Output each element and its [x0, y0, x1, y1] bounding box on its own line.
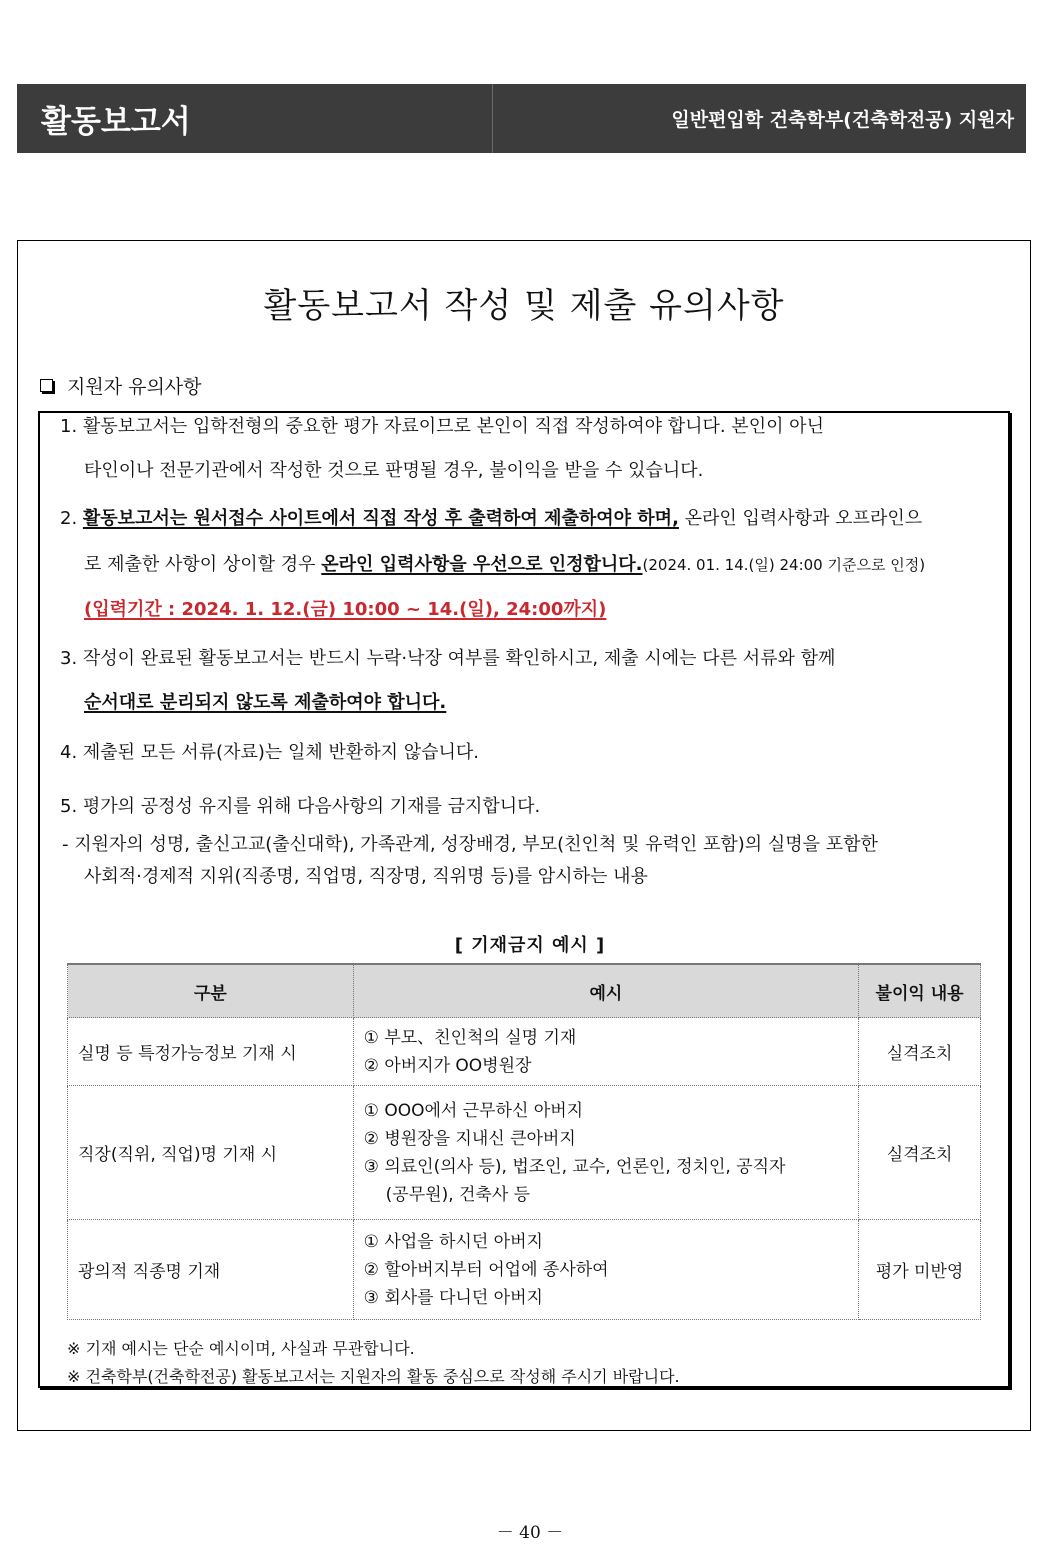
- example-item: ③ 의료인(의사 등), 법조인, 교수, 언론인, 정치인, 공직자: [363, 1156, 786, 1177]
- page-header: [17, 84, 1026, 153]
- item-2-line-2: [84, 556, 925, 574]
- item-2-emphasis: 활동보고서는 원서접수 사이트에서 직접 작성 후 출력하여 제출하여야 하며,: [82, 508, 679, 529]
- footnote-guidance: ※ 건축학부(건축학전공) 활동보고서는 지원자의 활동 중심으로 작성해 주시기 바랍니다.: [67, 1367, 680, 1386]
- row-examples: [353, 1018, 858, 1086]
- item-2-number: 2.: [60, 508, 83, 529]
- header-title: 활동보고서: [17, 84, 493, 153]
- item-5-detail-line-1: - 지원자의 성명, 출신고교(출신대학), 가족관계, 성장배경, 부모(친인척 및 유력인 포함)의 실명을 포함한: [62, 834, 878, 855]
- prohibited-examples-table: [67, 963, 981, 1320]
- footnote-disclaimer: ※ 기재 예시는 단순 예시이며, 사실과 무관합니다.: [67, 1339, 415, 1358]
- item-3-line-2: 순서대로 분리되지 않도록 제출하여야 합니다.: [84, 692, 447, 713]
- example-item: (공무원), 건축사 등: [385, 1184, 531, 1205]
- header-applicant-label: 일반편입학 건축학부(건축학전공) 지원자: [671, 109, 1014, 131]
- row-examples: [353, 1220, 858, 1320]
- section-title: 지원자 유의사항: [67, 376, 202, 398]
- item-2-line-2-emphasis: 온라인 입력사항을 우선으로 인정합니다.: [321, 554, 643, 575]
- row-penalty: 실격조치: [859, 1086, 981, 1220]
- table-row: [68, 1220, 981, 1320]
- page-number: － 40 －: [496, 1523, 564, 1543]
- input-period-notice: (입력기간 : 2024. 1. 12.(금) 10:00 ~ 14.(일), 24:00까지): [84, 599, 607, 620]
- example-item: ② 아버지가 OO병원장: [363, 1055, 532, 1076]
- example-item: ① 사업을 하시던 아버지: [363, 1231, 543, 1252]
- item-3-line-1: 3. 작성이 완료된 활동보고서는 반드시 누락·낙장 여부를 확인하시고, 제출 시에는 다른 서류와 함께: [60, 648, 836, 669]
- row-category: 실명 등 특정가능정보 기재 시: [68, 1018, 354, 1086]
- item-2-rest: 온라인 입력사항과 오프라인으: [678, 508, 923, 529]
- row-penalty: 평가 미반영: [859, 1220, 981, 1320]
- item-2-line-1: [60, 510, 922, 528]
- table-title: [ 기재금지 예시 ]: [454, 935, 606, 956]
- page-title: 활동보고서 작성 및 제출 유의사항: [263, 286, 785, 326]
- example-item: ③ 회사를 다니던 아버지: [363, 1287, 543, 1308]
- row-category: 직장(직위, 직업)명 기재 시: [68, 1086, 354, 1220]
- item-2-line-2-prefix: 로 제출한 사항이 상이할 경우: [84, 554, 322, 575]
- column-header-penalty: 불이익 내용: [859, 964, 981, 1018]
- example-item: ① OOO에서 근무하신 아버지: [363, 1100, 584, 1121]
- item-4: 4. 제출된 모든 서류(자료)는 일체 반환하지 않습니다.: [60, 742, 480, 763]
- item-2-deadline-note: (2024. 01. 14.(일) 24:00 기준으로 인정): [642, 556, 926, 574]
- example-item: ② 병원장을 지내신 큰아버지: [363, 1128, 576, 1149]
- example-item: ② 할아버지부터 어업에 종사하여: [363, 1259, 609, 1280]
- item-5: 5. 평가의 공정성 유지를 위해 다음사항의 기재를 금지합니다.: [60, 796, 541, 817]
- example-item: ① 부모、친인척의 실명 기재: [363, 1027, 577, 1048]
- table-row: [68, 1018, 981, 1086]
- table-row: [68, 1086, 981, 1220]
- row-category: 광의적 직종명 기재: [68, 1220, 354, 1320]
- row-examples: [353, 1086, 858, 1220]
- row-penalty: 실격조치: [859, 1018, 981, 1086]
- item-1-line-2: 타인이나 전문기관에서 작성한 것으로 판명될 경우, 불이익을 받을 수 있습니다.: [84, 460, 704, 481]
- section-heading: [40, 372, 202, 399]
- item-1-line-1: 1. 활동보고서는 입학전형의 중요한 평가 자료이므로 본인이 직접 작성하여야 합니다. 본인이 아닌: [60, 416, 824, 437]
- item-5-detail-line-2: 사회적·경제적 지위(직종명, 직업명, 직장명, 직위명 등)를 암시하는 내용: [84, 866, 648, 887]
- checkbox-bullet-icon: [40, 379, 53, 392]
- column-header-category: 구분: [68, 964, 354, 1018]
- table-header-row: [68, 964, 981, 1018]
- column-header-examples: 예시: [353, 964, 858, 1018]
